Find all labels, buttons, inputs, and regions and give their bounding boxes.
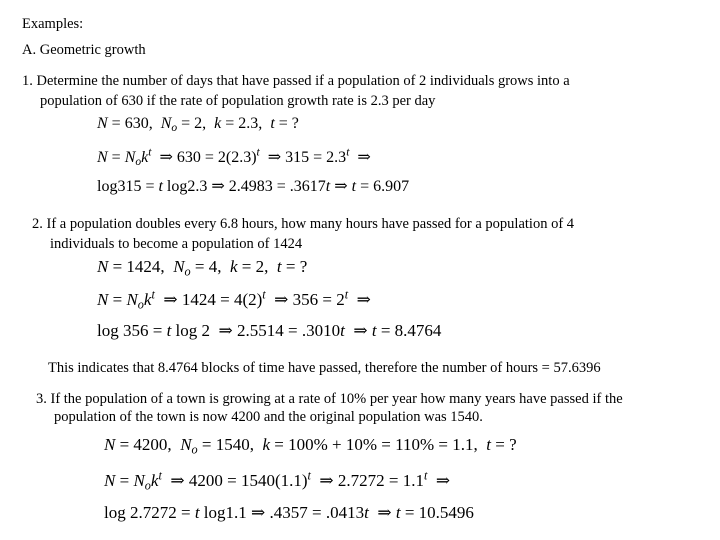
problem-2-note: This indicates that 8.4764 blocks of time have passed, therefore the number of hours = 57.6396	[48, 360, 601, 376]
problem-2-givens: N = 1424, $N_o = 4$, k = 2, t = ?	[97, 257, 308, 279]
section-title: A. Geometric growth	[22, 42, 146, 58]
problem-2-line-2: individuals to become a population of 1424	[50, 236, 303, 252]
problem-1-step-1: $N = N_ok^t$ ⇒ $630 = 2(2.3)^t$ ⇒ $315 = 2.3^t$ ⇒	[97, 146, 371, 169]
problem-1-line-2: population of 630 if the rate of population growth rate is 2.3 per day	[40, 93, 436, 109]
examples-heading: Examples:	[22, 16, 84, 32]
problem-2-step-1: $N = N_ok^t$ ⇒ $1424 = 4(2)^t$ ⇒ $356 = 2^t$ ⇒	[97, 287, 371, 312]
problem-3-step-2: log 2.7272 = t log1.1 ⇒ .4357 = .0413t ⇒ t = 10.5496	[104, 503, 474, 522]
problem-3-step-1: $N = N_ok^t$ ⇒ $4200 = 1540(1.1)^t$ ⇒ $2.7272 = 1.1^t$ ⇒	[104, 468, 451, 493]
problem-1-line-1: 1. Determine the number of days that have passed if a population of 2 individuals grows into a	[22, 73, 570, 89]
problem-2-line-1: 2. If a population doubles every 6.8 hours, how many hours have passed for a population of 4	[32, 216, 575, 232]
problem-3-line-2: population of the town is now 4200 and the original population was 1540.	[54, 409, 483, 425]
problem-1-step-2: log315 = t log2.3 ⇒ 2.4983 = .3617t ⇒ t = 6.907	[97, 178, 410, 195]
problem-3-line-1: 3. If the population of a town is growing at a rate of 10% per year how many years have passed if the	[36, 391, 623, 407]
problem-3-givens: N = 4200, $N_o = 1540$, k = 100% + 10% = 110% = 1.1, t = ?	[104, 435, 517, 457]
problem-2-step-2: log 356 = t log 2 ⇒ 2.5514 = .3010t ⇒ t = 8.4764	[97, 321, 442, 340]
problem-1-givens: N = 630, $N_o = 2$, k = 2.3, t = ?	[97, 115, 299, 135]
